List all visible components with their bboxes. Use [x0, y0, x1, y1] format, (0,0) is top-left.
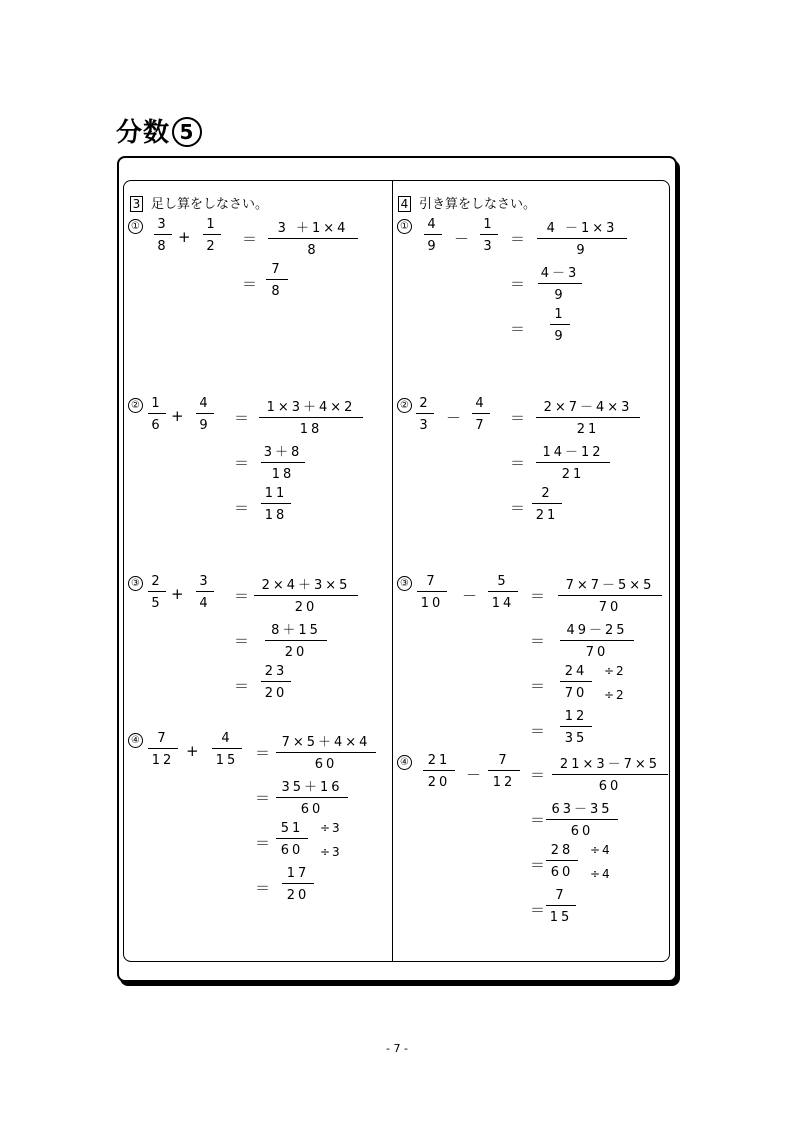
fraction: $\frac{2\times 4+3\times 5}{20}$ — [254, 574, 358, 615]
plus-sign: + — [171, 585, 184, 603]
fraction: $\frac{4 -1\times 3}{9}$ — [537, 217, 627, 258]
problem-label: ③ — [128, 576, 143, 591]
divide-note: ÷4 — [590, 843, 612, 857]
fraction: $\frac{4}{9}$ — [424, 217, 442, 254]
fraction: $\frac{17}{20}$ — [282, 866, 314, 903]
fraction: $\frac{7}{8}$ — [266, 262, 288, 299]
equals-sign: ＝ — [530, 766, 546, 784]
fraction: $\frac{24}{70}$ — [560, 664, 592, 701]
fraction: $\frac{7}{12}$ — [148, 731, 178, 768]
fraction: $\frac{1}{3}$ — [480, 217, 498, 254]
equals-sign: ＝ — [234, 632, 250, 650]
equals-sign: ＝ — [530, 677, 546, 695]
equals-sign: ＝ — [242, 230, 258, 248]
fraction: $\frac{21}{20}$ — [423, 753, 455, 790]
equals-sign: ＝ — [234, 587, 250, 605]
column-divider — [392, 181, 393, 961]
fraction: $\frac{7}{12}$ — [488, 753, 520, 790]
fraction: $\frac{2}{21}$ — [532, 486, 562, 523]
divide-note: ÷2 — [604, 664, 626, 678]
section-number: 4 — [398, 196, 411, 212]
minus-sign: － — [462, 587, 478, 605]
fraction: $\frac{7}{10}$ — [417, 574, 447, 611]
fraction: $\frac{12}{35}$ — [560, 709, 592, 746]
equals-sign: ＝ — [530, 722, 546, 740]
fraction: $\frac{7\times 7-5\times 5}{70}$ — [558, 574, 662, 615]
divide-note: ÷3 — [320, 821, 342, 835]
fraction: $\frac{1}{9}$ — [550, 307, 570, 344]
equals-sign: ＝ — [530, 632, 546, 650]
fraction: $\frac{4}{9}$ — [196, 396, 214, 433]
fraction: $\frac{2}{5}$ — [148, 574, 166, 611]
equals-sign: ＝ — [234, 499, 250, 517]
divide-note: ÷3 — [320, 845, 342, 859]
section-number: 3 — [130, 196, 143, 212]
problem-label: ① — [397, 219, 412, 234]
fraction: $\frac{35+16}{60}$ — [276, 776, 348, 817]
fraction: $\frac{14-12}{21}$ — [536, 441, 610, 482]
equals-sign: ＝ — [510, 409, 526, 427]
fraction: $\frac{7\times 5+4\times 4}{60}$ — [276, 731, 376, 772]
minus-sign: － — [454, 230, 470, 248]
fraction: $\frac{11}{18}$ — [261, 486, 291, 523]
equals-sign: ＝ — [255, 744, 271, 762]
equals-sign: ＝ — [530, 811, 546, 829]
fraction: $\frac{3}{4}$ — [196, 574, 214, 611]
fraction: $\frac{21\times 3-7\times 5}{60}$ — [552, 753, 668, 794]
fraction: $\frac{63-35}{60}$ — [546, 798, 618, 839]
subtraction-instruction: 引き算をしなさい。 — [419, 197, 537, 212]
plus-sign: + — [178, 228, 191, 246]
divide-note: ÷4 — [590, 867, 612, 881]
equals-sign: ＝ — [234, 409, 250, 427]
problem-label: ① — [128, 219, 143, 234]
equals-sign: ＝ — [530, 901, 546, 919]
fraction: $\frac{49-25}{70}$ — [560, 619, 634, 660]
equals-sign: ＝ — [510, 230, 526, 248]
equals-sign: ＝ — [530, 587, 546, 605]
equals-sign: ＝ — [234, 454, 250, 472]
problem-label: ④ — [128, 733, 143, 748]
equals-sign: ＝ — [242, 275, 258, 293]
fraction: $\frac{4}{15}$ — [212, 731, 242, 768]
problem-label: ③ — [397, 576, 412, 591]
fraction: $\frac{3+8}{18}$ — [261, 441, 305, 482]
divide-note: ÷2 — [604, 688, 626, 702]
fraction: $\frac{51}{60}$ — [276, 821, 308, 858]
plus-sign: + — [186, 742, 199, 760]
equals-sign: ＝ — [510, 320, 526, 338]
fraction: $\frac{23}{20}$ — [261, 664, 291, 701]
fraction: $\frac{5}{14}$ — [488, 574, 518, 611]
worksheet-inner-box — [123, 180, 670, 962]
addition-header — [130, 193, 268, 212]
minus-sign: － — [466, 766, 482, 784]
subtraction-header — [398, 193, 536, 212]
fraction: $\frac{2}{3}$ — [416, 396, 434, 433]
fraction: $\frac{3 +1\times 4}{8}$ — [268, 217, 358, 258]
fraction: $\frac{4}{7}$ — [472, 396, 490, 433]
fraction: $\frac{1\times 3+4\times 2}{18}$ — [259, 396, 363, 437]
equals-sign: ＝ — [510, 499, 526, 517]
problem-label: ④ — [397, 755, 412, 770]
fraction: $\frac{1}{2}$ — [203, 217, 221, 254]
fraction: $\frac{4-3}{9}$ — [538, 262, 582, 303]
fraction: $\frac{1}{6}$ — [148, 396, 166, 433]
equals-sign: ＝ — [510, 454, 526, 472]
page-number: - 7 - — [386, 1042, 408, 1055]
problem-label: ② — [397, 398, 412, 413]
equals-sign: ＝ — [255, 834, 271, 852]
equals-sign: ＝ — [234, 677, 250, 695]
minus-sign: － — [446, 409, 462, 427]
fraction: $\frac{28}{60}$ — [546, 843, 578, 880]
title-text: 分数 — [116, 118, 171, 148]
fraction: $\frac{3}{8}$ — [154, 217, 172, 254]
equals-sign: ＝ — [255, 789, 271, 807]
addition-instruction: 足し算をしなさい。 — [151, 197, 269, 212]
fraction: $\frac{8+15}{20}$ — [265, 619, 327, 660]
plus-sign: + — [171, 407, 184, 425]
problem-label: ② — [128, 398, 143, 413]
title-number: 5 — [172, 117, 202, 147]
page-title — [116, 112, 202, 149]
fraction: $\frac{2\times 7-4\times 3}{21}$ — [536, 396, 640, 437]
equals-sign: ＝ — [510, 275, 526, 293]
equals-sign: ＝ — [530, 856, 546, 874]
equals-sign: ＝ — [255, 879, 271, 897]
fraction: $\frac{7}{15}$ — [546, 888, 576, 925]
